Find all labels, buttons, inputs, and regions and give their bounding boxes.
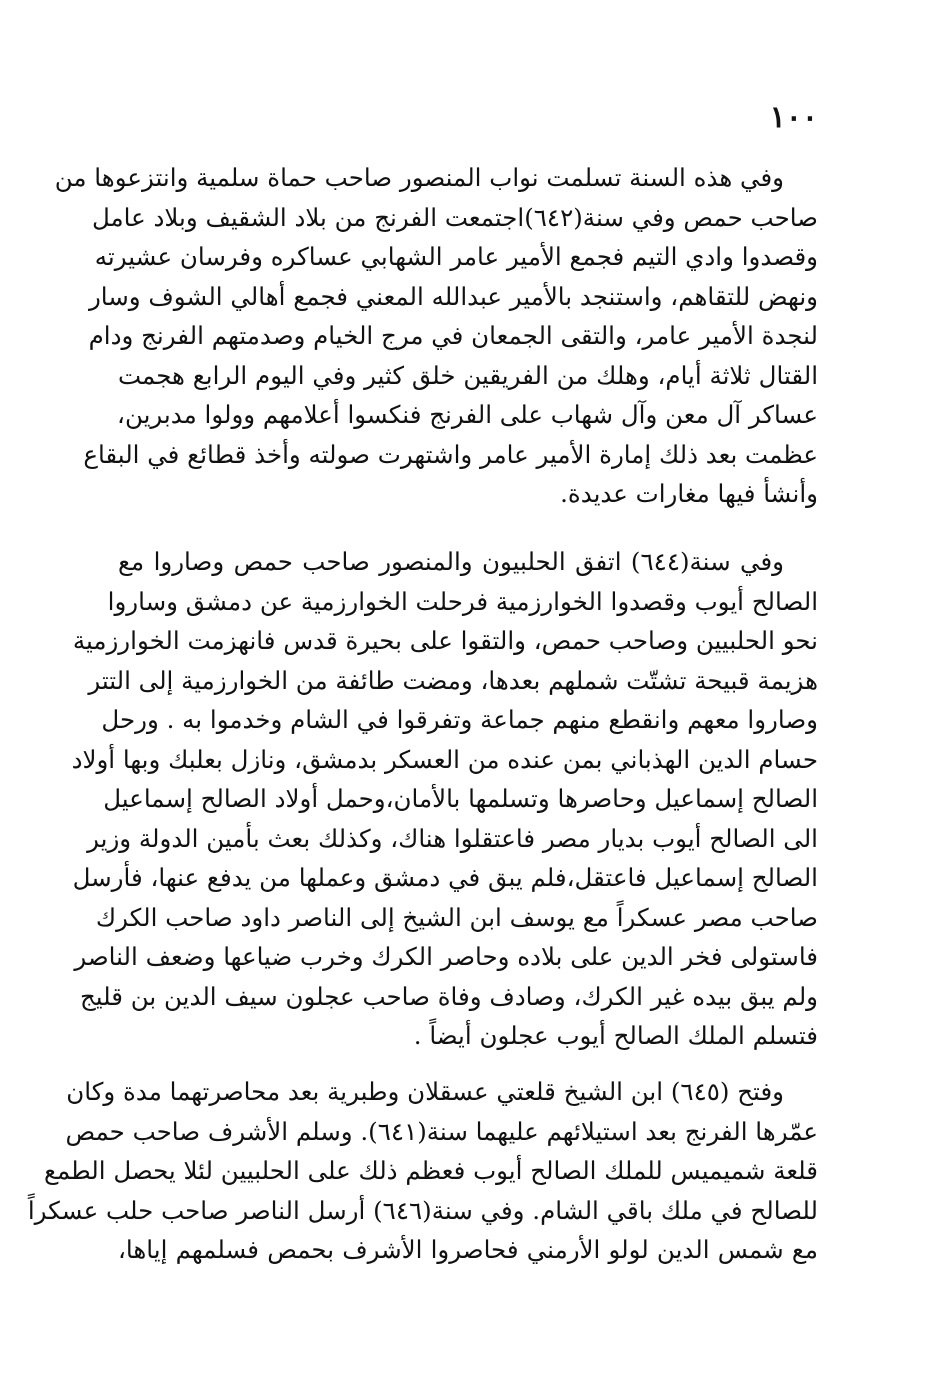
text-line: عمّرها الفرنج بعد استيلائهم عليهما سنة(٦٤١). وسلم الأشرف صاحب حمص <box>65 1116 818 1146</box>
text-line: وأنشأ فيها مغارات عديدة. <box>560 479 818 508</box>
text-line: الصالح أيوب وقصدوا الخوارزمية فرحلت الخوارزمية عن دمشق وساروا <box>107 586 818 616</box>
paragraph-2 <box>71 542 818 1056</box>
text-line: قلعة شميميس للملك الصالح أيوب فعظم ذلك على الحلبيين لئلا يحصل الطمع <box>43 1156 818 1185</box>
text-line: وفي هذه السنة تسلمت نواب المنصور صاحب حماة سلمية وانتزعوها من <box>54 163 784 192</box>
text-line: عظمت بعد ذلك إمارة الأمير عامر واشتهرت صولته وأخذ قطائع في البقاع <box>83 439 818 469</box>
text-line: ولم يبق بيده غير الكرك، وصادف وفاة صاحب عجلون سيف الدين بن قليج <box>79 981 818 1011</box>
text-line: وصاروا معهم وانقطع منهم جماعة وتفرقوا في الشام وخدموا به . ورحل <box>101 705 818 734</box>
text-line: صاحب حمص وفي سنة(٦٤٢)اجتمعت الفرنج من بلاد الشقيف وبلاد عامل <box>91 202 818 232</box>
text-line: الصالح إسماعيل فاعتقل،فلم يبق في دمشق وعملها من يدفع عنها، فأرسل <box>72 863 818 892</box>
page-number: ١٠٠ <box>769 100 818 135</box>
text-line: الصالح إسماعيل وحاصرها وتسلمها بالأمان،وحمل أولاد الصالح إسماعيل <box>103 784 818 813</box>
text-line: فتسلم الملك الصالح أيوب عجلون أيضاً . <box>413 1021 818 1050</box>
text-line: هزيمة قبيحة تشتّت شملهم بعدها، ومضت طائفة من الخوارزمية إلى التتر <box>88 665 818 695</box>
text-line: لنجدة الأمير عامر، والتقى الجمعان في مرج الخيام وصدمتهم الفرنج ودام <box>88 321 818 350</box>
text-line: وفتح (٦٤٥) ابن الشيخ قلعتي عسقلان وطبرية بعد محاصرتهما مدة وكان <box>66 1077 784 1106</box>
text-line: نحو الحلبيين وصاحب حمص، والتقوا على بحيرة قدس فانهزمت الخوارزمية <box>72 626 818 655</box>
paragraph-1 <box>54 158 818 514</box>
text-line: عساكر آل معن وآل شهاب على الفرنج فنكسوا أعلامهم وولوا مدبرين، <box>117 400 818 429</box>
text-line: الى الصالح أيوب بديار مصر فاعتقلوا هناك، وكذلك بعث بأمين الدولة وزير <box>87 823 818 853</box>
text-line: مع شمس الدين لولو الأرمني فحاصروا الأشرف بحمص فسلمهم إياها، <box>118 1235 818 1264</box>
text-line: للصالح في ملك باقي الشام. وفي سنة(٦٤٦) أرسل الناصر صاحب حلب عسكراً <box>27 1195 818 1225</box>
paragraph-3 <box>27 1072 818 1270</box>
text-line: وفي سنة(٦٤٤) اتفق الحلبيون والمنصور صاحب حمص وصاروا مع <box>118 547 784 576</box>
text-line: صاحب مصر عسكراً مع يوسف ابن الشيخ إلى الناصر داود صاحب الكرك <box>95 902 818 932</box>
text-line: حسام الدين الهذباني بمن عنده من العسكر بدمشق، ونازل بعلبك وبها أولاد <box>71 744 818 774</box>
text-line: القتال ثلاثة أيام، وهلك من الفريقين خلق كثير وفي اليوم الرابع هجمت <box>118 360 818 390</box>
text-line: وقصدوا وادي التيم فجمع الأمير عامر الشهابي عساكره وفرسان عشيرته <box>94 242 818 271</box>
text-line: فاستولى فخر الدين على بلاده وحاصر الكرك وخرب ضياعها وضعف الناصر <box>74 942 818 971</box>
text-line: ونهض للتقاهم، واستنجد بالأمير عبدالله المعني فجمع أهالي الشوف وسار <box>88 281 818 311</box>
